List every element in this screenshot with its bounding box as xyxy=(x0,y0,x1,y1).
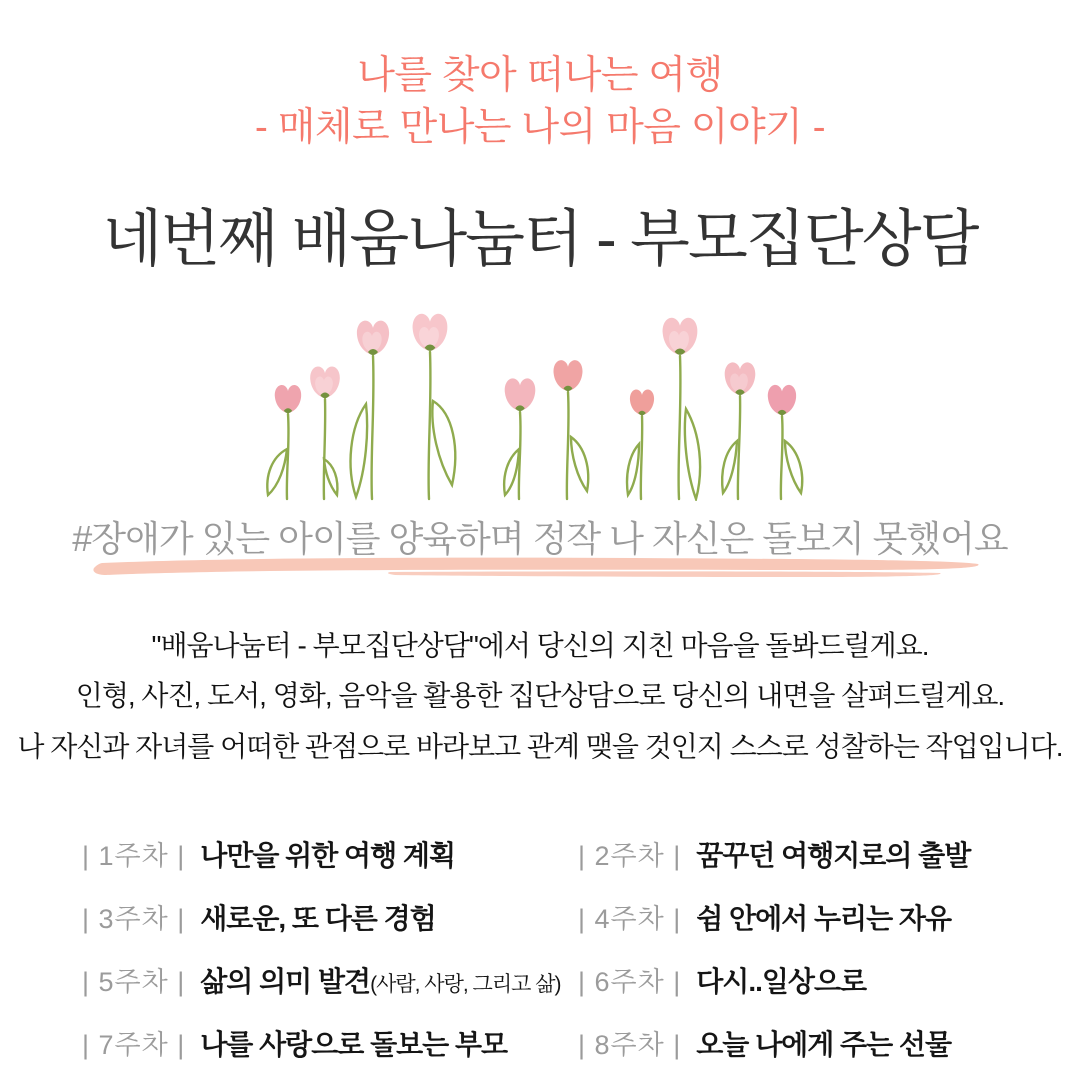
week-topic: 꿈꾸던 여행지로의 출발 xyxy=(696,840,971,872)
schedule-item-week1 xyxy=(82,834,578,874)
week-topic: 삶의 의미 발견 xyxy=(200,966,371,998)
stems-and-leaves xyxy=(267,352,802,499)
week-label: | 7주차 | xyxy=(82,1030,186,1061)
intro-line-1: "배움나눔터 - 부모집단상담"에서 당신의 지친 마음을 돌봐드릴게요. xyxy=(151,630,929,662)
subtitle-line2: - 매체로 만나는 나의 마음 이야기 - xyxy=(254,105,826,149)
schedule-item-week7 xyxy=(82,1023,578,1063)
page-title: 네번째 배움나눔터 - 부모집단상담 xyxy=(102,204,978,274)
week-label: | 3주차 | xyxy=(82,904,186,935)
week-topic: 새로운, 또 다른 경험 xyxy=(200,903,436,935)
week-label: | 4주차 | xyxy=(578,904,682,935)
flower-heads xyxy=(275,314,796,415)
week-topic: 나만을 위한 여행 계획 xyxy=(200,840,455,872)
week-label: | 5주차 | xyxy=(82,967,186,998)
hashtag-text: #장애가 있는 아이를 양육하며 정작 나 자신은 돌보지 못했어요 xyxy=(72,518,1008,560)
schedule-item-week4 xyxy=(578,897,998,937)
tulip-illustration-svg xyxy=(260,309,820,501)
schedule-item-week6 xyxy=(578,960,998,1000)
intro-paragraph xyxy=(0,621,1080,772)
subtitle-line1: 나를 찾아 떠나는 여행 xyxy=(357,54,723,97)
week-topic: 쉼 안에서 누리는 자유 xyxy=(696,903,951,935)
week-topic: 다시..일상으로 xyxy=(696,966,867,998)
schedule-item-week8 xyxy=(578,1023,998,1063)
program-subtitle xyxy=(0,0,1080,154)
schedule-item-week5 xyxy=(82,960,578,1000)
week-note: (사람, 사랑, 그리고 삶) xyxy=(370,973,561,997)
week-topic: 나를 사랑으로 돌보는 부모 xyxy=(200,1029,508,1061)
intro-line-3: 나 자신과 자녀를 어떠한 관점으로 바라보고 관계 맺을 것인지 스스로 성찰하는 작업입니다. xyxy=(17,730,1063,762)
intro-line-2: 인형, 사진, 도서, 영화, 음악을 활용한 집단상담으로 당신의 내면을 살펴드릴게요. xyxy=(75,680,1005,712)
schedule-grid xyxy=(82,834,998,1063)
week-topic: 오늘 나에게 주는 선물 xyxy=(696,1029,951,1061)
schedule-item-week3 xyxy=(82,897,578,937)
week-label: | 1주차 | xyxy=(82,841,186,872)
schedule-item-week2 xyxy=(578,834,998,874)
week-label: | 2주차 | xyxy=(578,841,682,872)
week-label: | 6주차 | xyxy=(578,967,682,998)
hashtag-banner xyxy=(0,511,1080,581)
week-label: | 8주차 | xyxy=(578,1030,682,1061)
tulip-illustration xyxy=(0,309,1080,501)
